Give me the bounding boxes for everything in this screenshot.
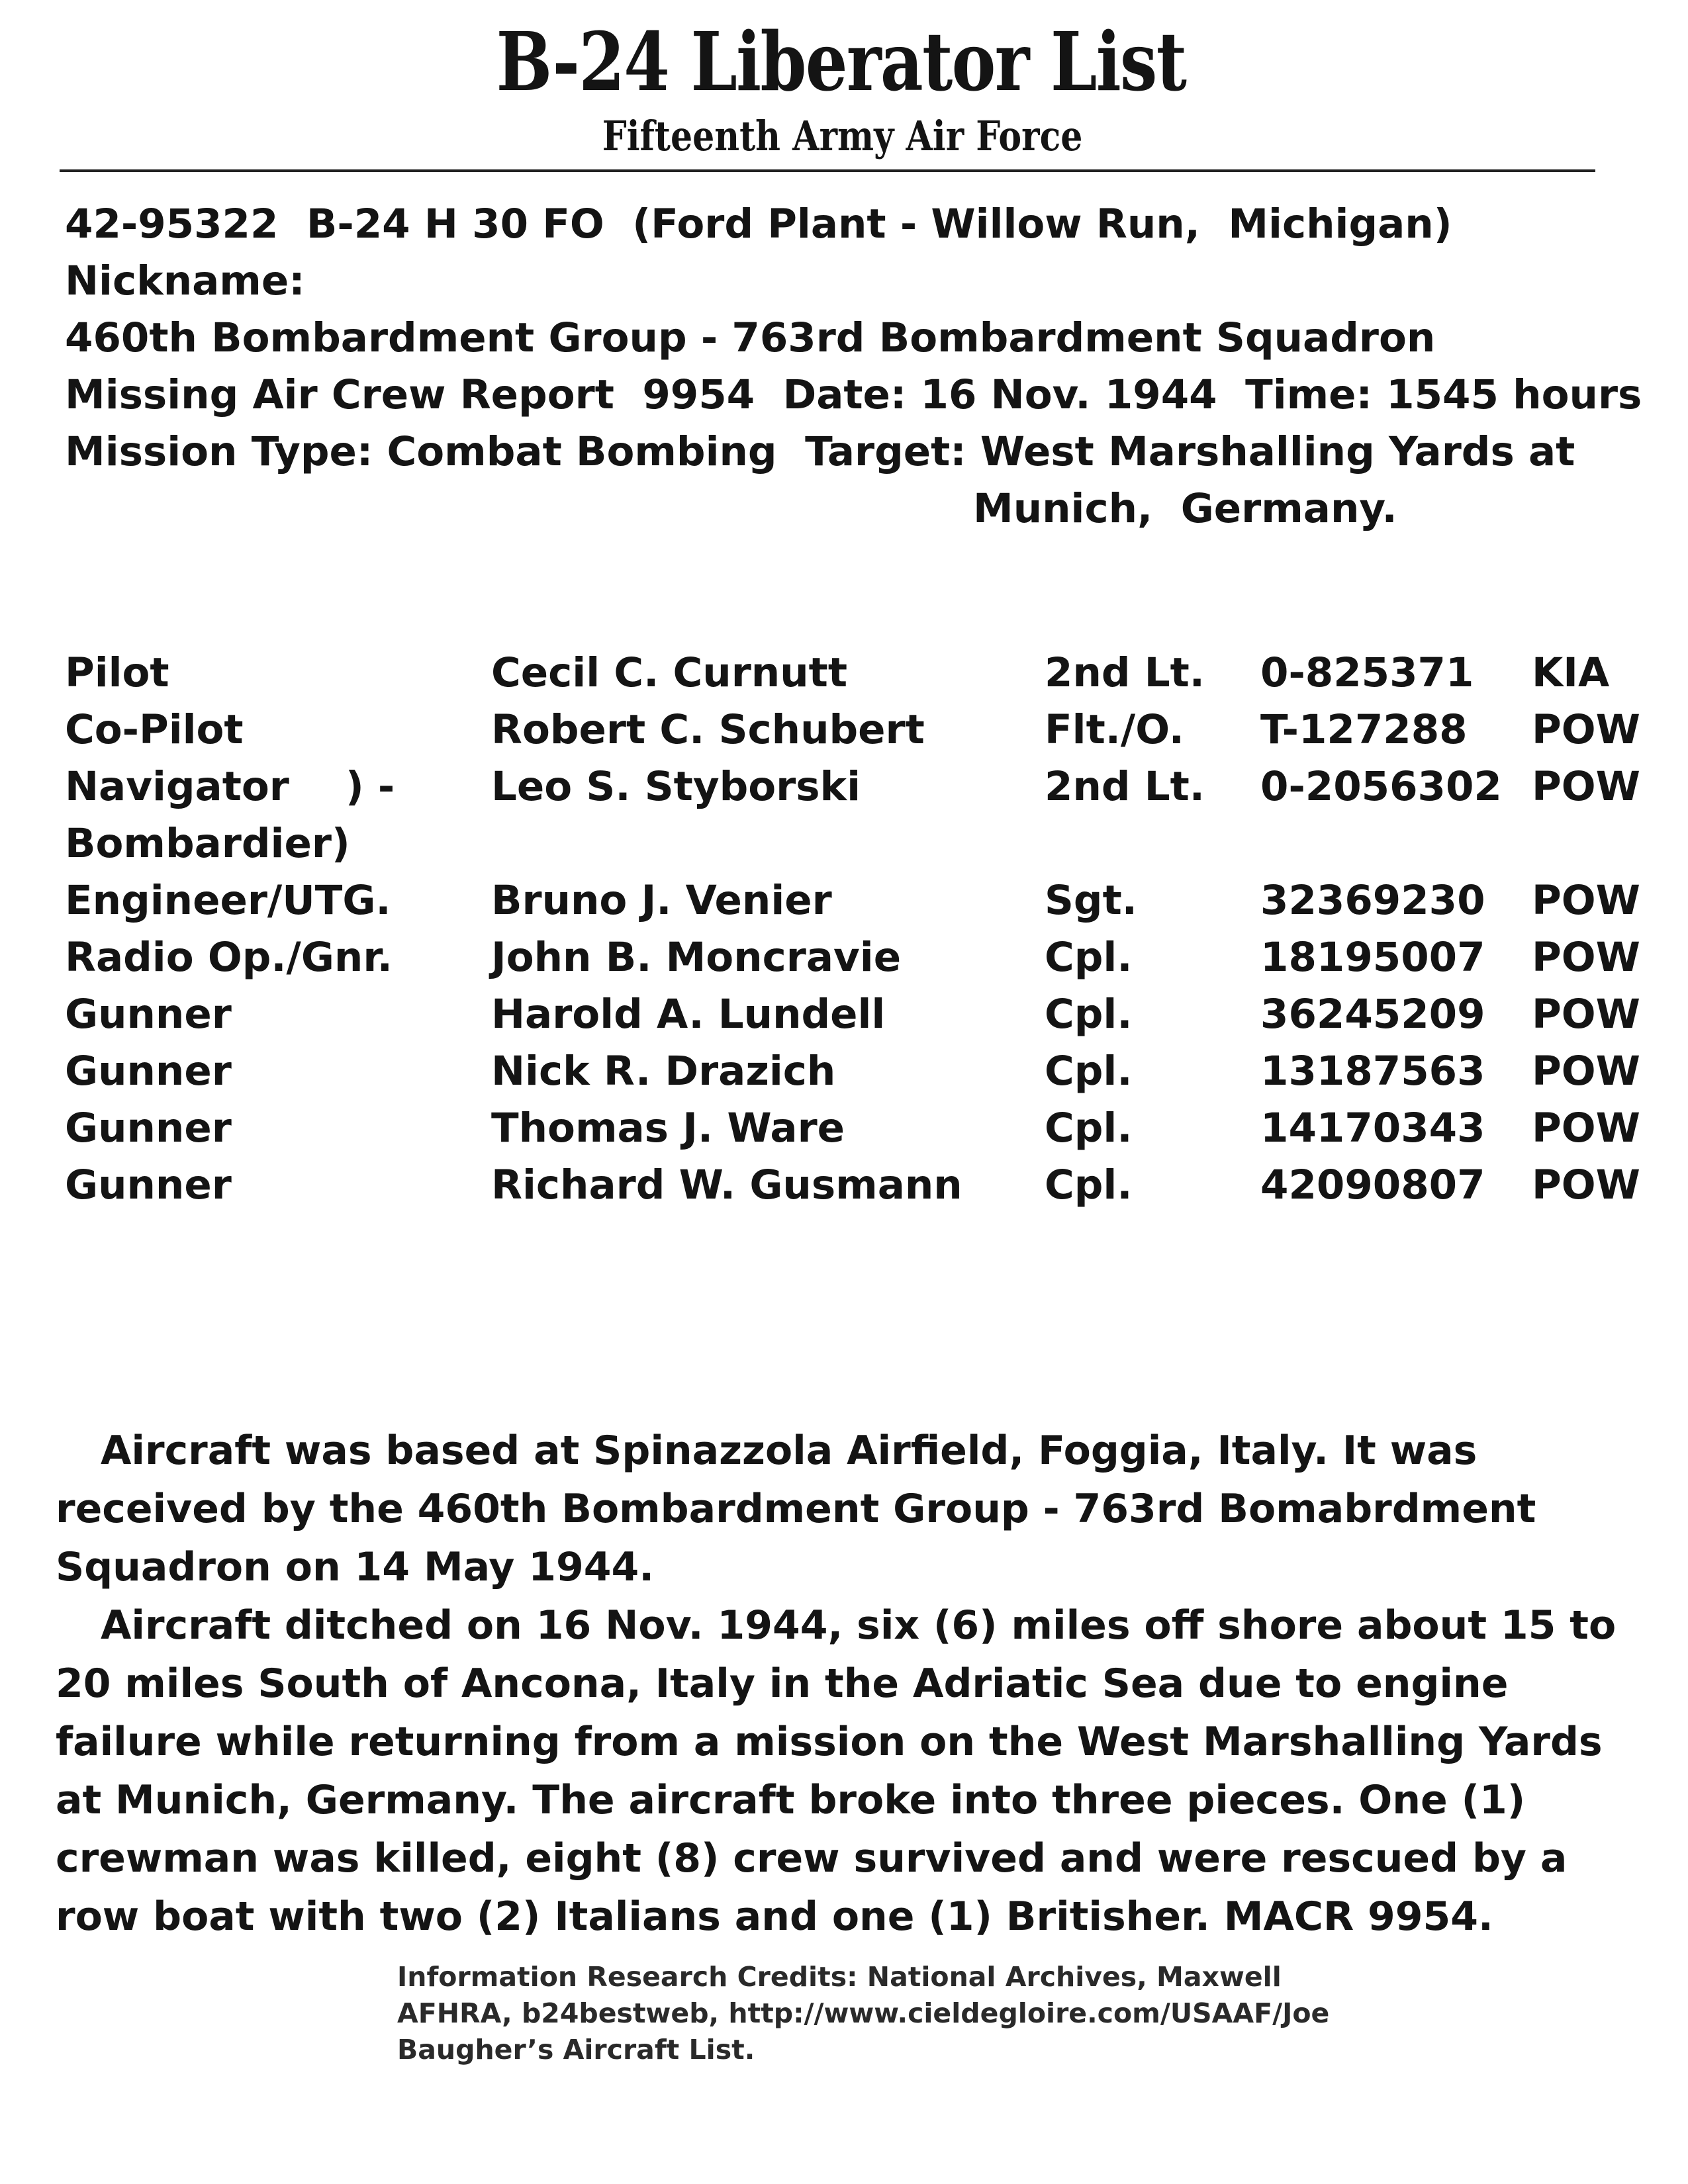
crew-row — [65, 1100, 1667, 1157]
crew-row — [65, 758, 1667, 872]
crew-status: POW — [1532, 1105, 1640, 1152]
aircraft-info — [65, 196, 1654, 537]
crew-name: Bruno J. Venier — [491, 877, 832, 924]
crew-rank: Cpl. — [1045, 1105, 1133, 1152]
crew-serial: 13187563 — [1260, 1048, 1485, 1095]
crew-row — [65, 872, 1667, 929]
crew-rank: Flt./O. — [1045, 706, 1184, 753]
crew-status: POW — [1532, 1048, 1640, 1095]
narrative — [56, 1422, 1631, 1946]
research-credits: Information Research Credits: National Archives, Maxwell AFHRA, b24bestweb, http://www.cieldegloire.com/USAAF/Joe Baugher’s Aircraft List. — [397, 1961, 1330, 2066]
mission-target-continuation: Munich, Germany. — [973, 485, 1397, 532]
crew-position: Gunner — [65, 991, 232, 1038]
crew-status: POW — [1532, 1161, 1640, 1208]
crew-status: POW — [1532, 877, 1640, 924]
crew-serial: 0-825371 — [1260, 649, 1474, 696]
page-subtitle: Fifteenth Army Air Force — [602, 112, 1083, 160]
crew-position: Gunner — [65, 1161, 232, 1208]
crew-name: Leo S. Styborski — [491, 763, 861, 810]
crew-row — [65, 1043, 1667, 1100]
crew-rank: Cpl. — [1045, 1161, 1133, 1208]
crew-status: POW — [1532, 991, 1640, 1038]
crew-serial: 42090807 — [1260, 1161, 1485, 1208]
narrative-paragraph: Aircraft was based at Spinazzola Airfield, Foggia, Italy. It was received by the 460th Bombardment Group - 763rd Bomabrdment Squadron on 14 May 1944. — [56, 1428, 1536, 1590]
nickname-line: Nickname: — [65, 257, 305, 304]
aircraft-serial-line: 42-95322 B-24 H 30 FO (Ford Plant - Willow Run, Michigan) — [65, 201, 1452, 248]
crew-position: Gunner — [65, 1105, 232, 1152]
crew-rank: Cpl. — [1045, 1048, 1133, 1095]
mission-line: Mission Type: Combat Bombing Target: West Marshalling Yards at — [65, 428, 1575, 475]
title-divider — [60, 169, 1595, 172]
crew-status: KIA — [1532, 649, 1610, 696]
crew-serial: T-127288 — [1260, 706, 1468, 753]
page-title: B-24 Liberator List — [496, 14, 1186, 109]
crew-name: Nick R. Drazich — [491, 1048, 836, 1095]
crew-serial: 14170343 — [1260, 1105, 1485, 1152]
crew-rank: Cpl. — [1045, 934, 1133, 981]
crew-status: POW — [1532, 934, 1640, 981]
crew-status: POW — [1532, 706, 1640, 753]
crew-position: Radio Op./Gnr. — [65, 934, 393, 981]
crew-table — [65, 645, 1667, 1214]
crew-name: John B. Moncravie — [491, 934, 902, 981]
crew-position: Co-Pilot — [65, 706, 244, 753]
crew-name: Richard W. Gusmann — [491, 1161, 962, 1208]
crew-serial: 32369230 — [1260, 877, 1485, 924]
crew-name: Robert C. Schubert — [491, 706, 925, 753]
narrative-paragraph: Aircraft ditched on 16 Nov. 1944, six (6) miles off shore about 15 to 20 miles South of Ancona, Italy in the Adriatic Sea due to engine failure while returning from a mission on the West Marshalling Yards at Munich, Germany. The aircraft broke into three pieces. One (1) crewman was killed, eight (8) crew survived and were rescued by a row boat with two (2) Italians and one (1) Britisher. MACR 9954. — [56, 1602, 1617, 1940]
crew-status: POW — [1532, 763, 1640, 810]
crew-row — [65, 929, 1667, 986]
crew-row — [65, 645, 1667, 702]
crew-row — [65, 1157, 1667, 1214]
crew-serial: 18195007 — [1260, 934, 1485, 981]
crew-position: Pilot — [65, 649, 169, 696]
crew-position: Navigator ) - Bombardier) — [65, 763, 395, 867]
crew-name: Thomas J. Ware — [491, 1105, 845, 1152]
crew-serial: 36245209 — [1260, 991, 1485, 1038]
crew-rank: 2nd Lt. — [1045, 649, 1205, 696]
crew-row — [65, 986, 1667, 1043]
crew-rank: 2nd Lt. — [1045, 763, 1205, 810]
crew-rank: Sgt. — [1045, 877, 1137, 924]
crew-position: Gunner — [65, 1048, 232, 1095]
crew-position: Engineer/UTG. — [65, 877, 391, 924]
crew-rank: Cpl. — [1045, 991, 1133, 1038]
macr-line: Missing Air Crew Report 9954 Date: 16 Nov. 1944 Time: 1545 hours — [65, 371, 1642, 418]
crew-name: Harold A. Lundell — [491, 991, 886, 1038]
unit-line: 460th Bombardment Group - 763rd Bombardment Squadron — [65, 314, 1436, 361]
crew-name: Cecil C. Curnutt — [491, 649, 847, 696]
crew-row — [65, 702, 1667, 758]
crew-serial: 0-2056302 — [1260, 763, 1502, 810]
